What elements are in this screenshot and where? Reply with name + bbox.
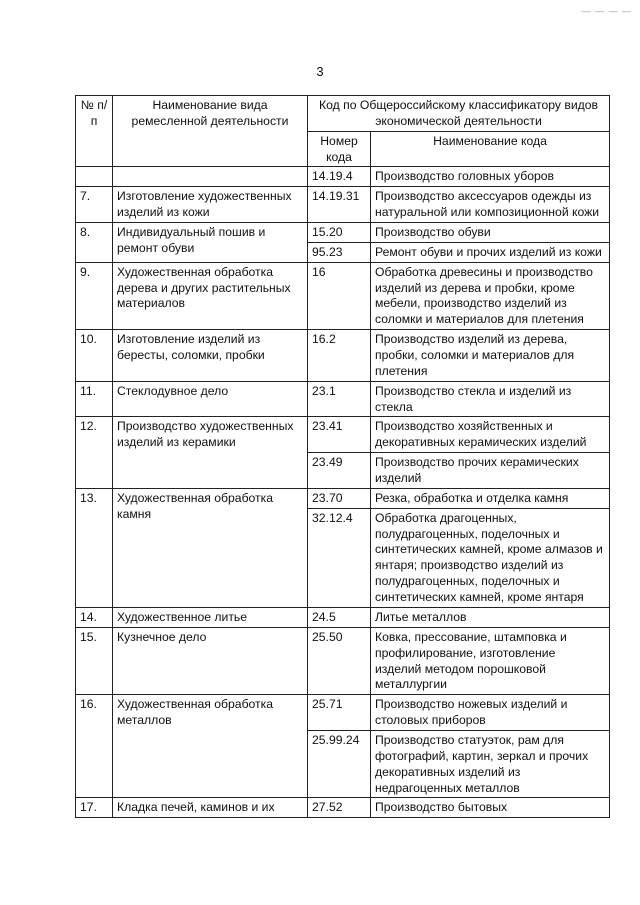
- okved-code-name: Производство обуви: [371, 223, 610, 243]
- okved-code-name: Ремонт обуви и прочих изделий из кожи: [371, 242, 610, 262]
- okved-code-name: Производство головных уборов: [371, 167, 610, 187]
- okved-code-name: Обработка древесины и производство изделий из дерева и пробки, кроме мебели, производство изделий из соломки и материалов для плетения: [371, 262, 610, 329]
- row-number: 8.: [76, 223, 113, 263]
- okved-code-name: Производство аксессуаров одежды из натуральной или композиционной кожи: [371, 187, 610, 223]
- page-number: 3: [316, 64, 324, 79]
- header-okved: Код по Общероссийскому классификатору видов экономической деятельности: [308, 96, 610, 132]
- okved-code-name: Производство прочих керамических изделий: [371, 453, 610, 489]
- craft-name: Художественная обработка металлов: [113, 695, 308, 798]
- table-header: [76, 96, 610, 167]
- row-number: 11.: [76, 381, 113, 417]
- corner-mark: — — — —: [581, 6, 632, 16]
- craft-name: Изготовление изделий из бересты, соломки, пробки: [113, 330, 308, 382]
- craft-name: Художественное литье: [113, 607, 308, 627]
- table-row: [76, 627, 610, 694]
- craft-name: Кузнечное дело: [113, 627, 308, 694]
- okved-code: 25.99.24: [308, 730, 371, 797]
- okved-code: 23.41: [308, 417, 371, 453]
- header-code-name: Наименование кода: [371, 131, 610, 167]
- table-row: [76, 223, 610, 243]
- okved-code: 16.2: [308, 330, 371, 382]
- okved-code-name: Резка, обработка и отделка камня: [371, 488, 610, 508]
- craft-name: Индивидуальный пошив и ремонт обуви: [113, 223, 308, 263]
- okved-code: 24.5: [308, 607, 371, 627]
- crafts-table: [75, 95, 610, 818]
- table-row: [76, 187, 610, 223]
- craft-name: Кладка печей, каминов и их: [113, 798, 308, 818]
- okved-code: 14.19.31: [308, 187, 371, 223]
- craft-name: Стеклодувное дело: [113, 381, 308, 417]
- table-row: [76, 167, 610, 187]
- table-row: [76, 695, 610, 731]
- header-code: Номер кода: [308, 131, 371, 167]
- row-number: 15.: [76, 627, 113, 694]
- row-number: 10.: [76, 330, 113, 382]
- okved-code: 16: [308, 262, 371, 329]
- okved-code-name: Ковка, прессование, штамповка и профилирование, изготовление изделий методом порошковой металлургии: [371, 627, 610, 694]
- craft-name: [113, 167, 308, 187]
- row-number: 9.: [76, 262, 113, 329]
- header-name: Наименование вида ремесленной деятельности: [113, 96, 308, 167]
- okved-code: 25.71: [308, 695, 371, 731]
- okved-code-name: Обработка драгоценных, полудрагоценных, поделочных и синтетических камней, кроме алмазов и янтаря; производство изделий из полудрагоценных, поделочных и синтетических камней, кроме янтаря: [371, 508, 610, 607]
- row-number: 13.: [76, 488, 113, 607]
- table-row: [76, 262, 610, 329]
- row-number: 7.: [76, 187, 113, 223]
- row-number: [76, 167, 113, 187]
- okved-code-name: Производство хозяйственных и декоративных керамических изделий: [371, 417, 610, 453]
- okved-code-name: Литье металлов: [371, 607, 610, 627]
- okved-code: 95.23: [308, 242, 371, 262]
- okved-code-name: Производство изделий из дерева, пробки, соломки и материалов для плетения: [371, 330, 610, 382]
- table-row: [76, 798, 610, 818]
- okved-code: 15.20: [308, 223, 371, 243]
- okved-code-name: Производство статуэток, рам для фотографий, картин, зеркал и прочих декоративных изделий из недрагоценных металлов: [371, 730, 610, 797]
- table-body: [76, 167, 610, 818]
- craft-name: Художественная обработка камня: [113, 488, 308, 607]
- craft-name: Художественная обработка дерева и других растительных материалов: [113, 262, 308, 329]
- table-row: [76, 607, 610, 627]
- row-number: 17.: [76, 798, 113, 818]
- header-num: № п/п: [76, 96, 113, 167]
- okved-code-name: Производство стекла и изделий из стекла: [371, 381, 610, 417]
- table-row: [76, 488, 610, 508]
- okved-code-name: Производство ножевых изделий и столовых приборов: [371, 695, 610, 731]
- table-row: [76, 417, 610, 453]
- row-number: 12.: [76, 417, 113, 488]
- okved-code: 23.49: [308, 453, 371, 489]
- okved-code: 23.1: [308, 381, 371, 417]
- table-row: [76, 381, 610, 417]
- okved-code: 27.52: [308, 798, 371, 818]
- craft-name: Производство художественных изделий из керамики: [113, 417, 308, 488]
- okved-code-name: Производство бытовых: [371, 798, 610, 818]
- okved-code: 32.12.4: [308, 508, 371, 607]
- table-row: [76, 330, 610, 382]
- craft-name: Изготовление художественных изделий из кожи: [113, 187, 308, 223]
- okved-code: 23.70: [308, 488, 371, 508]
- row-number: 16.: [76, 695, 113, 798]
- row-number: 14.: [76, 607, 113, 627]
- okved-code: 25.50: [308, 627, 371, 694]
- okved-code: 14.19.4: [308, 167, 371, 187]
